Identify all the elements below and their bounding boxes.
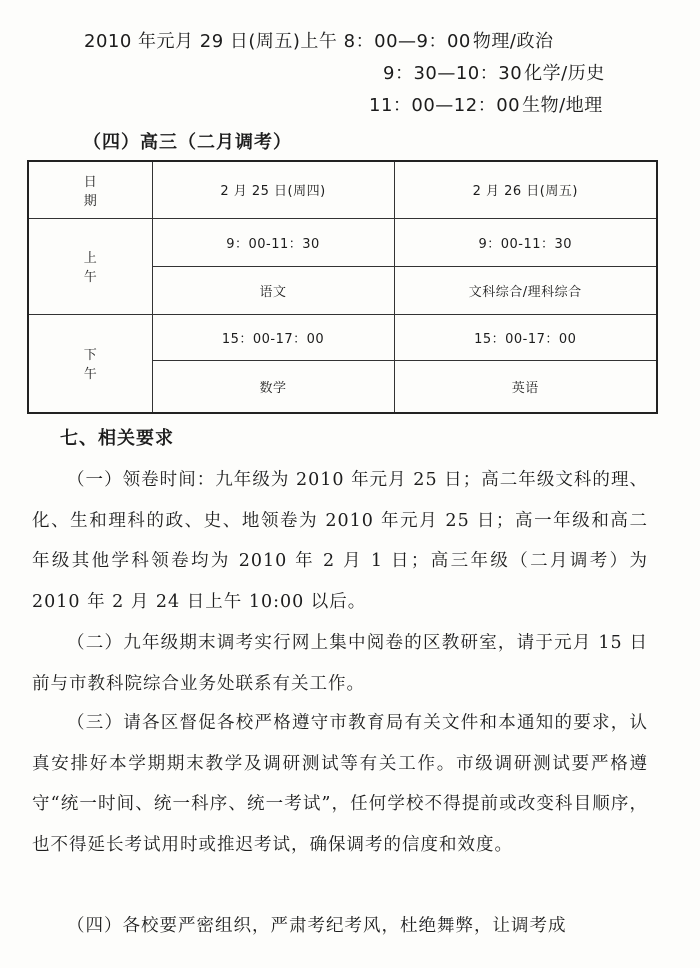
schedule-time: 11：00—12：00 — [369, 95, 521, 116]
morning-subject-2: 文科综合/理科综合 — [394, 266, 657, 314]
paragraph-2: （二）九年级期末调考实行网上集中阅卷的区教研室，请于元月 15 日前与市教科院综合业务处联系有关工作。 — [32, 633, 648, 694]
morning-subject-1: 语文 — [152, 266, 394, 314]
section-heading-requirements: 七、相关要求 — [60, 428, 174, 449]
schedule-date: 2010 年元月 29 日(周五)上午 — [84, 31, 338, 52]
schedule-subject: 化学/历史 — [524, 63, 605, 84]
schedule-time: 8：00—9：00 — [343, 31, 471, 52]
paragraph-4: （四）各校要严密组织，严肃考纪考风，杜绝舞弊，让调考成 — [67, 916, 567, 936]
schedule-subject: 物理/政治 — [472, 31, 554, 52]
schedule-line-3 — [369, 94, 603, 118]
afternoon-subject-2: 英语 — [394, 360, 657, 413]
schedule-line-2 — [383, 62, 605, 86]
section-title: （四）高三（二月调考） — [83, 132, 292, 153]
afternoon-subject-1: 数学 — [152, 360, 394, 413]
table-row — [28, 161, 657, 218]
header-date-label: 日 期 — [28, 161, 152, 218]
schedule-subject: 生物/地理 — [522, 95, 603, 116]
afternoon-time-2: 15：00-17：00 — [394, 314, 657, 360]
header-date-2: 2 月 26 日(周五) — [394, 161, 657, 218]
morning-label: 上 午 — [28, 218, 152, 314]
header-date-1: 2 月 25 日(周四) — [152, 161, 394, 218]
afternoon-label: 下 午 — [28, 314, 152, 413]
table-row — [28, 314, 657, 360]
schedule-time: 9：30—10：30 — [383, 63, 523, 84]
paragraph-3: （三）请各区督促各校严格遵守市教育局有关文件和本通知的要求，认真安排好本学期期末教学及调研测试等有关工作。市级调研测试要严格遵守“统一时间、统一科序、统一考试”，任何学校不得提前或改变科目顺序，也不得延长考试用时或推迟考试，确保调考的信度和效度。 — [32, 713, 648, 855]
morning-time-1: 9：00-11：30 — [152, 218, 394, 266]
afternoon-time-1: 15：00-17：00 — [152, 314, 394, 360]
morning-time-2: 9：00-11：30 — [394, 218, 657, 266]
table-row — [28, 218, 657, 266]
paragraph-1: （一）领卷时间：九年级为 2010 年元月 25 日；高二年级文科的理、化、生和理科的政、史、地领卷为 2010 年元月 25 日；高一年级和高二年级其他学科领卷均为 2010 年 2 月 1 日；高三年级（二月调考）为 2010 年 2 月 24 日上午 10:00 以后。 — [32, 470, 648, 612]
exam-schedule-table — [27, 160, 658, 414]
schedule-line-1 — [84, 30, 553, 54]
